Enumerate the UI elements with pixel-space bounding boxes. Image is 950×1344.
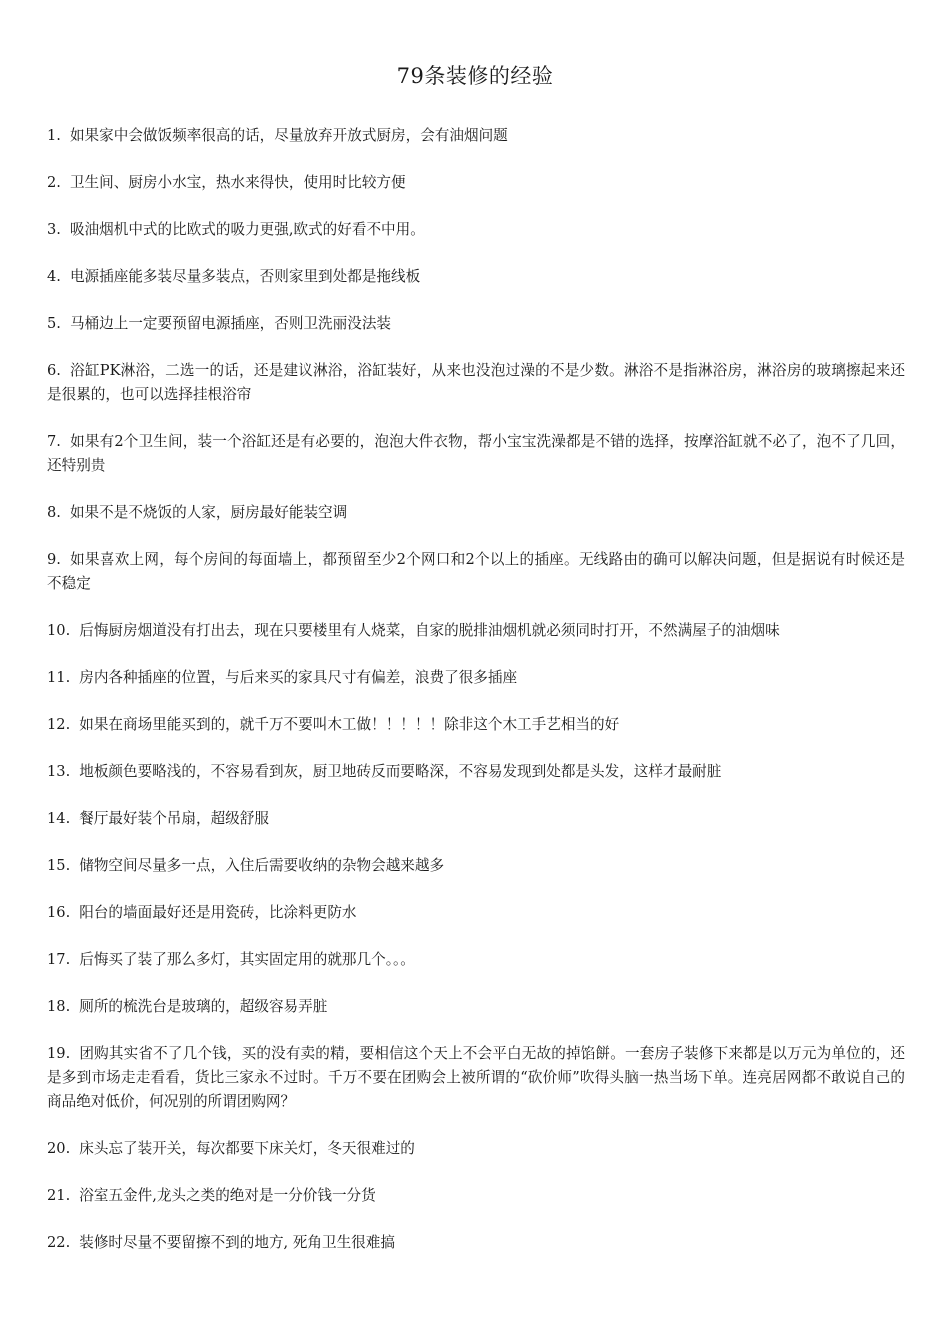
list-item xyxy=(47,501,905,525)
item-text: 如果不是不烧饭的人家，厨房最好能装空调 xyxy=(69,504,348,521)
list-item xyxy=(47,760,905,784)
item-number: 6. xyxy=(47,362,61,379)
list-item xyxy=(47,218,905,242)
list-item xyxy=(47,666,905,690)
item-text: 厕所的梳洗台是玻璃的，超级容易弄脏 xyxy=(79,998,328,1015)
item-text: 储物空间尽量多一点，入住后需要收纳的杂物会越来越多 xyxy=(79,857,445,874)
item-text: 地板颜色要略浅的，不容易看到灰，厨卫地砖反而要略深，不容易发现到处都是头发，这样才最耐脏 xyxy=(79,763,722,780)
tips-list xyxy=(47,124,905,1278)
document-title: 79条装修的经验 xyxy=(396,64,554,88)
item-number: 3. xyxy=(47,221,61,238)
item-text: 浴室五金件,龙头之类的绝对是一分价钱一分货 xyxy=(79,1187,376,1204)
item-number: 13. xyxy=(47,763,71,780)
list-item xyxy=(47,430,905,478)
item-text: 如果家中会做饭频率很高的话，尽量放弃开放式厨房，会有油烟问题 xyxy=(69,127,508,144)
item-number: 2. xyxy=(47,174,61,191)
list-item xyxy=(47,1137,905,1161)
item-number: 22. xyxy=(47,1234,71,1251)
item-number: 10. xyxy=(47,622,71,639)
item-text: 餐厅最好装个吊扇，超级舒服 xyxy=(79,810,269,827)
item-text: 浴缸PK淋浴，二选一的话，还是建议淋浴，浴缸装好，从来也没泡过澡的不是少数。淋浴不是指淋浴房，淋浴房的玻璃擦起来还是很累的，也可以选择挂根浴帘 xyxy=(47,362,905,403)
item-number: 21. xyxy=(47,1187,71,1204)
item-text: 如果喜欢上网，每个房间的每面墙上，都预留至少2个网口和2个以上的插座。无线路由的确可以解决问题，但是据说有时候还是不稳定 xyxy=(47,551,905,592)
item-text: 卫生间、厨房小水宝，热水来得快，使用时比较方便 xyxy=(69,174,406,191)
list-item xyxy=(47,619,905,643)
item-text: 装修时尽量不要留擦不到的地方, 死角卫生很难搞 xyxy=(79,1234,395,1251)
item-number: 16. xyxy=(47,904,71,921)
item-number: 9. xyxy=(47,551,61,568)
item-text: 吸油烟机中式的比欧式的吸力更强,欧式的好看不中用。 xyxy=(69,221,425,238)
list-item xyxy=(47,854,905,878)
item-text: 房内各种插座的位置，与后来买的家具尺寸有偏差，浪费了很多插座 xyxy=(79,669,518,686)
item-number: 11. xyxy=(47,669,71,686)
item-number: 8. xyxy=(47,504,61,521)
list-item xyxy=(47,1042,905,1114)
item-text: 后悔买了装了那么多灯，其实固定用的就那几个。。。 xyxy=(79,951,415,968)
item-text: 后悔厨房烟道没有打出去，现在只要楼里有人烧菜，自家的脱排油烟机就必须同时打开，不然满屋子的油烟味 xyxy=(79,622,780,639)
list-item xyxy=(47,124,905,148)
list-item xyxy=(47,1231,905,1255)
item-number: 1. xyxy=(47,127,61,144)
item-number: 19. xyxy=(47,1045,71,1062)
item-text: 如果有2个卫生间，装一个浴缸还是有必要的，泡泡大件衣物，帮小宝宝洗澡都是不错的选择，按摩浴缸就不必了，泡不了几回，还特别贵 xyxy=(47,433,905,474)
item-text: 床头忘了装开关，每次都要下床关灯，冬天很难过的 xyxy=(79,1140,415,1157)
list-item xyxy=(47,359,905,407)
list-item xyxy=(47,948,905,972)
item-number: 7. xyxy=(47,433,61,450)
item-number: 12. xyxy=(47,716,71,733)
item-text: 如果在商场里能买到的，就千万不要叫木工做！！！！！除非这个木工手艺相当的好 xyxy=(79,716,620,733)
item-number: 14. xyxy=(47,810,71,827)
item-text: 团购其实省不了几个钱，买的没有卖的精，要相信这个天上不会平白无故的掉馅餅。一套房子装修下来都是以万元为单位的，还是多到市场走走看看，货比三家永不过时。千万不要在团购会上被所谓的“砍价师”吹得头脑一热当场下单。连亮居网都不敢说自己的商品绝对低价，何况别的所谓团购网？ xyxy=(47,1045,905,1110)
item-text: 阳台的墙面最好还是用瓷砖，比涂料更防水 xyxy=(79,904,357,921)
list-item xyxy=(47,548,905,596)
list-item xyxy=(47,713,905,737)
item-number: 18. xyxy=(47,998,71,1015)
list-item xyxy=(47,901,905,925)
item-number: 5. xyxy=(47,315,61,332)
list-item xyxy=(47,265,905,289)
list-item xyxy=(47,807,905,831)
list-item xyxy=(47,171,905,195)
item-text: 马桶边上一定要预留电源插座，否则卫洗丽没法装 xyxy=(69,315,392,332)
item-number: 17. xyxy=(47,951,71,968)
item-number: 4. xyxy=(47,268,61,285)
list-item xyxy=(47,995,905,1019)
item-number: 15. xyxy=(47,857,71,874)
list-item xyxy=(47,1184,905,1208)
item-text: 电源插座能多装尽量多装点，否则家里到处都是拖线板 xyxy=(69,268,421,285)
list-item xyxy=(47,312,905,336)
item-number: 20. xyxy=(47,1140,71,1157)
